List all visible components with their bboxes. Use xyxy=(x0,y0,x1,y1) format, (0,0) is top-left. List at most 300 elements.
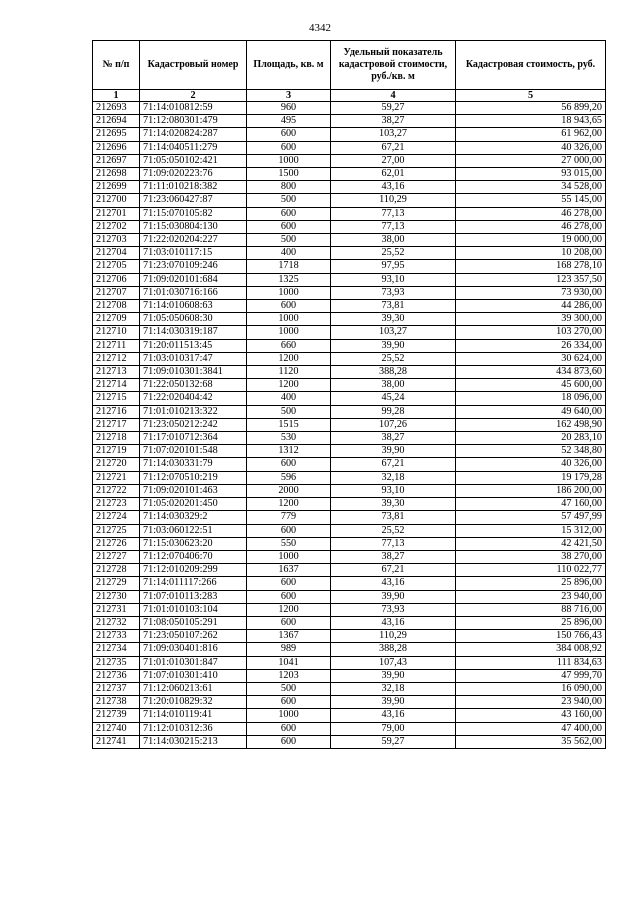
area-cell: 600 xyxy=(247,616,331,629)
unit-value-cell: 73,93 xyxy=(331,603,456,616)
cadastral-number-cell: 71:08:050105:291 xyxy=(140,616,247,629)
table-row xyxy=(93,577,606,590)
cadastral-number-cell: 71:05:020201:450 xyxy=(140,498,247,511)
row-number-cell: 212733 xyxy=(93,630,140,643)
unit-value-cell: 67,21 xyxy=(331,458,456,471)
cadastral-value-cell: 110 022,77 xyxy=(456,564,606,577)
cadastral-number-cell: 71:15:030804:130 xyxy=(140,220,247,233)
row-number-cell: 212711 xyxy=(93,339,140,352)
row-number-cell: 212734 xyxy=(93,643,140,656)
area-cell: 600 xyxy=(247,696,331,709)
area-cell: 600 xyxy=(247,577,331,590)
row-number-cell: 212739 xyxy=(93,709,140,722)
area-cell: 500 xyxy=(247,682,331,695)
row-number-cell: 212705 xyxy=(93,260,140,273)
unit-value-cell: 43,16 xyxy=(331,577,456,590)
cadastral-number-cell: 71:14:010608:63 xyxy=(140,300,247,313)
area-cell: 600 xyxy=(247,128,331,141)
cadastral-number-cell: 71:11:010218:382 xyxy=(140,181,247,194)
row-number-cell: 212714 xyxy=(93,379,140,392)
cadastral-value-cell: 18 096,00 xyxy=(456,392,606,405)
table-row xyxy=(93,471,606,484)
cadastral-value-cell: 57 497,99 xyxy=(456,511,606,524)
unit-value-cell: 38,00 xyxy=(331,234,456,247)
cadastral-number-cell: 71:01:030716:166 xyxy=(140,286,247,299)
area-cell: 600 xyxy=(247,300,331,313)
cadastral-value-cell: 55 145,00 xyxy=(456,194,606,207)
cadastral-value-cell: 434 873,60 xyxy=(456,366,606,379)
cadastral-value-cell: 88 716,00 xyxy=(456,603,606,616)
cadastral-number-cell: 71:12:060213:61 xyxy=(140,682,247,695)
table-row xyxy=(93,366,606,379)
table-row xyxy=(93,498,606,511)
cadastral-number-cell: 71:14:040511:279 xyxy=(140,141,247,154)
unit-value-cell: 32,18 xyxy=(331,471,456,484)
area-cell: 1500 xyxy=(247,168,331,181)
table-row xyxy=(93,537,606,550)
cadastral-number-cell: 71:22:020204:227 xyxy=(140,234,247,247)
unit-value-cell: 39,90 xyxy=(331,669,456,682)
row-number-cell: 212715 xyxy=(93,392,140,405)
area-cell: 400 xyxy=(247,247,331,260)
table-row xyxy=(93,286,606,299)
cadastral-value-cell: 19 179,28 xyxy=(456,471,606,484)
table-row xyxy=(93,643,606,656)
table-row xyxy=(93,669,606,682)
row-number-cell: 212693 xyxy=(93,102,140,115)
unit-value-cell: 107,26 xyxy=(331,418,456,431)
cadastral-value-cell: 23 940,00 xyxy=(456,696,606,709)
cadastral-value-cell: 15 312,00 xyxy=(456,524,606,537)
page-number: 4342 xyxy=(309,22,331,34)
cadastral-number-cell: 71:09:020223:76 xyxy=(140,168,247,181)
area-cell: 1200 xyxy=(247,352,331,365)
area-cell: 660 xyxy=(247,339,331,352)
table-header-row xyxy=(93,41,606,90)
cadastral-value-cell: 46 278,00 xyxy=(456,220,606,233)
area-cell: 1000 xyxy=(247,326,331,339)
unit-value-cell: 67,21 xyxy=(331,141,456,154)
cadastral-value-cell: 103 270,00 xyxy=(456,326,606,339)
cadastral-value-cell: 123 357,50 xyxy=(456,273,606,286)
table-row xyxy=(93,656,606,669)
column-number: 2 xyxy=(140,90,247,102)
area-cell: 779 xyxy=(247,511,331,524)
cadastral-number-cell: 71:23:050107:262 xyxy=(140,630,247,643)
row-number-cell: 212727 xyxy=(93,550,140,563)
cadastral-value-cell: 162 498,90 xyxy=(456,418,606,431)
table-row xyxy=(93,616,606,629)
header-area: Площадь, кв. м xyxy=(247,41,331,90)
table-row xyxy=(93,524,606,537)
table-row xyxy=(93,115,606,128)
unit-value-cell: 39,30 xyxy=(331,313,456,326)
cadastral-number-cell: 71:14:030331:79 xyxy=(140,458,247,471)
cadastral-value-cell: 93 015,00 xyxy=(456,168,606,181)
unit-value-cell: 39,90 xyxy=(331,339,456,352)
area-cell: 960 xyxy=(247,102,331,115)
cadastral-number-cell: 71:22:050132:68 xyxy=(140,379,247,392)
row-number-cell: 212728 xyxy=(93,564,140,577)
unit-value-cell: 73,81 xyxy=(331,300,456,313)
cadastral-value-cell: 49 640,00 xyxy=(456,405,606,418)
cadastral-number-cell: 71:07:020101:548 xyxy=(140,445,247,458)
table-row xyxy=(93,630,606,643)
cadastral-number-cell: 71:09:010301:3841 xyxy=(140,366,247,379)
cadastral-number-cell: 71:03:060122:51 xyxy=(140,524,247,537)
unit-value-cell: 67,21 xyxy=(331,564,456,577)
area-cell: 1200 xyxy=(247,498,331,511)
table-row xyxy=(93,194,606,207)
cadastral-number-cell: 71:23:070109:246 xyxy=(140,260,247,273)
row-number-cell: 212721 xyxy=(93,471,140,484)
row-number-cell: 212737 xyxy=(93,682,140,695)
cadastral-number-cell: 71:07:010113:283 xyxy=(140,590,247,603)
cadastral-value-cell: 26 334,00 xyxy=(456,339,606,352)
cadastral-value-cell: 40 326,00 xyxy=(456,141,606,154)
area-cell: 600 xyxy=(247,735,331,748)
row-number-cell: 212696 xyxy=(93,141,140,154)
cadastral-value-cell: 18 943,65 xyxy=(456,115,606,128)
unit-value-cell: 97,95 xyxy=(331,260,456,273)
cadastral-value-cell: 73 930,00 xyxy=(456,286,606,299)
cadastral-value-cell: 16 090,00 xyxy=(456,682,606,695)
unit-value-cell: 38,27 xyxy=(331,115,456,128)
cadastral-number-cell: 71:12:070510:219 xyxy=(140,471,247,484)
table-row xyxy=(93,603,606,616)
cadastral-value-cell: 47 160,00 xyxy=(456,498,606,511)
table-row xyxy=(93,154,606,167)
area-cell: 1637 xyxy=(247,564,331,577)
area-cell: 530 xyxy=(247,432,331,445)
cadastral-number-cell: 71:01:010301:847 xyxy=(140,656,247,669)
unit-value-cell: 93,10 xyxy=(331,273,456,286)
cadastre-table xyxy=(92,40,606,749)
cadastral-value-cell: 27 000,00 xyxy=(456,154,606,167)
table-row xyxy=(93,128,606,141)
unit-value-cell: 62,01 xyxy=(331,168,456,181)
area-cell: 600 xyxy=(247,524,331,537)
unit-value-cell: 39,30 xyxy=(331,498,456,511)
unit-value-cell: 110,29 xyxy=(331,630,456,643)
unit-value-cell: 25,52 xyxy=(331,524,456,537)
unit-value-cell: 43,16 xyxy=(331,616,456,629)
row-number-cell: 212710 xyxy=(93,326,140,339)
row-number-cell: 212717 xyxy=(93,418,140,431)
unit-value-cell: 99,28 xyxy=(331,405,456,418)
cadastral-value-cell: 61 962,00 xyxy=(456,128,606,141)
table-row xyxy=(93,458,606,471)
table-row xyxy=(93,379,606,392)
row-number-cell: 212732 xyxy=(93,616,140,629)
row-number-cell: 212736 xyxy=(93,669,140,682)
table-row xyxy=(93,339,606,352)
table-row xyxy=(93,484,606,497)
cadastral-value-cell: 38 270,00 xyxy=(456,550,606,563)
cadastral-number-cell: 71:12:010209:299 xyxy=(140,564,247,577)
area-cell: 1367 xyxy=(247,630,331,643)
area-cell: 989 xyxy=(247,643,331,656)
table-row xyxy=(93,260,606,273)
row-number-cell: 212722 xyxy=(93,484,140,497)
table-row xyxy=(93,405,606,418)
row-number-cell: 212725 xyxy=(93,524,140,537)
unit-value-cell: 73,81 xyxy=(331,511,456,524)
area-cell: 1000 xyxy=(247,313,331,326)
area-cell: 1200 xyxy=(247,379,331,392)
unit-value-cell: 110,29 xyxy=(331,194,456,207)
row-number-cell: 212703 xyxy=(93,234,140,247)
row-number-cell: 212695 xyxy=(93,128,140,141)
area-cell: 600 xyxy=(247,590,331,603)
cadastral-number-cell: 71:12:010312:36 xyxy=(140,722,247,735)
unit-value-cell: 45,24 xyxy=(331,392,456,405)
cadastral-number-cell: 71:15:070105:82 xyxy=(140,207,247,220)
area-cell: 500 xyxy=(247,234,331,247)
area-cell: 400 xyxy=(247,392,331,405)
cadastral-number-cell: 71:05:050102:421 xyxy=(140,154,247,167)
table-row xyxy=(93,326,606,339)
area-cell: 800 xyxy=(247,181,331,194)
table-row xyxy=(93,168,606,181)
cadastral-value-cell: 47 400,00 xyxy=(456,722,606,735)
cadastral-value-cell: 30 624,00 xyxy=(456,352,606,365)
unit-value-cell: 107,43 xyxy=(331,656,456,669)
table-row xyxy=(93,352,606,365)
row-number-cell: 212706 xyxy=(93,273,140,286)
row-number-cell: 212700 xyxy=(93,194,140,207)
row-number-cell: 212701 xyxy=(93,207,140,220)
header-cadastral-number: Кадастровый номер xyxy=(140,41,247,90)
cadastral-number-cell: 71:20:011513:45 xyxy=(140,339,247,352)
column-number: 1 xyxy=(93,90,140,102)
row-number-cell: 212704 xyxy=(93,247,140,260)
cadastral-number-cell: 71:12:080301:479 xyxy=(140,115,247,128)
cadastral-value-cell: 35 562,00 xyxy=(456,735,606,748)
row-number-cell: 212724 xyxy=(93,511,140,524)
cadastral-value-cell: 25 896,00 xyxy=(456,577,606,590)
unit-value-cell: 43,16 xyxy=(331,181,456,194)
unit-value-cell: 59,27 xyxy=(331,735,456,748)
cadastral-value-cell: 20 283,10 xyxy=(456,432,606,445)
table-row xyxy=(93,511,606,524)
column-number: 5 xyxy=(456,90,606,102)
table-row xyxy=(93,141,606,154)
cadastral-number-cell: 71:03:010317:47 xyxy=(140,352,247,365)
unit-value-cell: 77,13 xyxy=(331,220,456,233)
table-row xyxy=(93,181,606,194)
unit-value-cell: 43,16 xyxy=(331,709,456,722)
unit-value-cell: 103,27 xyxy=(331,128,456,141)
table-row xyxy=(93,550,606,563)
cadastral-number-cell: 71:14:020824:287 xyxy=(140,128,247,141)
cadastral-number-cell: 71:14:030319:187 xyxy=(140,326,247,339)
header-cadastral-value: Кадастровая стоимость, руб. xyxy=(456,41,606,90)
table-row xyxy=(93,220,606,233)
cadastral-number-cell: 71:22:020404:42 xyxy=(140,392,247,405)
row-number-cell: 212698 xyxy=(93,168,140,181)
table-row xyxy=(93,247,606,260)
area-cell: 1200 xyxy=(247,603,331,616)
table-row xyxy=(93,207,606,220)
unit-value-cell: 38,00 xyxy=(331,379,456,392)
unit-value-cell: 25,52 xyxy=(331,247,456,260)
cadastral-number-cell: 71:20:010829:32 xyxy=(140,696,247,709)
unit-value-cell: 93,10 xyxy=(331,484,456,497)
row-number-cell: 212729 xyxy=(93,577,140,590)
area-cell: 600 xyxy=(247,207,331,220)
column-number: 4 xyxy=(331,90,456,102)
cadastral-number-cell: 71:14:030215:213 xyxy=(140,735,247,748)
row-number-cell: 212702 xyxy=(93,220,140,233)
cadastral-number-cell: 71:07:010301:410 xyxy=(140,669,247,682)
cadastral-value-cell: 168 278,10 xyxy=(456,260,606,273)
cadastral-value-cell: 52 348,80 xyxy=(456,445,606,458)
cadastral-value-cell: 47 999,70 xyxy=(456,669,606,682)
unit-value-cell: 388,28 xyxy=(331,643,456,656)
row-number-cell: 212707 xyxy=(93,286,140,299)
table-row xyxy=(93,102,606,115)
unit-value-cell: 59,27 xyxy=(331,102,456,115)
cadastral-number-cell: 71:09:020101:684 xyxy=(140,273,247,286)
row-number-cell: 212731 xyxy=(93,603,140,616)
area-cell: 596 xyxy=(247,471,331,484)
area-cell: 1718 xyxy=(247,260,331,273)
row-number-cell: 212713 xyxy=(93,366,140,379)
row-number-cell: 212694 xyxy=(93,115,140,128)
unit-value-cell: 73,93 xyxy=(331,286,456,299)
cadastral-value-cell: 384 008,92 xyxy=(456,643,606,656)
cadastral-value-cell: 186 200,00 xyxy=(456,484,606,497)
cadastral-value-cell: 34 528,00 xyxy=(456,181,606,194)
cadastral-value-cell: 56 899,20 xyxy=(456,102,606,115)
table-row xyxy=(93,682,606,695)
header-unit-value: Удельный показатель кадастровой стоимости, руб./кв. м xyxy=(331,41,456,90)
area-cell: 1312 xyxy=(247,445,331,458)
column-number-row xyxy=(93,90,606,102)
row-number-cell: 212730 xyxy=(93,590,140,603)
cadastral-number-cell: 71:14:010812:59 xyxy=(140,102,247,115)
area-cell: 550 xyxy=(247,537,331,550)
cadastral-number-cell: 71:01:010103:104 xyxy=(140,603,247,616)
cadastral-value-cell: 19 000,00 xyxy=(456,234,606,247)
unit-value-cell: 25,52 xyxy=(331,352,456,365)
row-number-cell: 212726 xyxy=(93,537,140,550)
unit-value-cell: 39,90 xyxy=(331,696,456,709)
area-cell: 1000 xyxy=(247,550,331,563)
row-number-cell: 212709 xyxy=(93,313,140,326)
area-cell: 600 xyxy=(247,220,331,233)
cadastral-value-cell: 40 326,00 xyxy=(456,458,606,471)
area-cell: 2000 xyxy=(247,484,331,497)
table-row xyxy=(93,234,606,247)
area-cell: 600 xyxy=(247,458,331,471)
area-cell: 500 xyxy=(247,194,331,207)
table-row xyxy=(93,696,606,709)
unit-value-cell: 79,00 xyxy=(331,722,456,735)
column-number: 3 xyxy=(247,90,331,102)
cadastral-number-cell: 71:23:050212:242 xyxy=(140,418,247,431)
cadastral-number-cell: 71:15:030623:20 xyxy=(140,537,247,550)
area-cell: 495 xyxy=(247,115,331,128)
table-row xyxy=(93,709,606,722)
unit-value-cell: 39,90 xyxy=(331,445,456,458)
cadastral-number-cell: 71:14:010119:41 xyxy=(140,709,247,722)
table-row xyxy=(93,313,606,326)
cadastral-number-cell: 71:12:070406:70 xyxy=(140,550,247,563)
unit-value-cell: 39,90 xyxy=(331,590,456,603)
area-cell: 1515 xyxy=(247,418,331,431)
row-number-cell: 212716 xyxy=(93,405,140,418)
cadastral-value-cell: 46 278,00 xyxy=(456,207,606,220)
table-row xyxy=(93,432,606,445)
row-number-cell: 212723 xyxy=(93,498,140,511)
table-row xyxy=(93,590,606,603)
unit-value-cell: 27,00 xyxy=(331,154,456,167)
row-number-cell: 212741 xyxy=(93,735,140,748)
area-cell: 600 xyxy=(247,722,331,735)
cadastral-number-cell: 71:09:020101:463 xyxy=(140,484,247,497)
row-number-cell: 212697 xyxy=(93,154,140,167)
row-number-cell: 212738 xyxy=(93,696,140,709)
cadastral-value-cell: 111 834,63 xyxy=(456,656,606,669)
table-row xyxy=(93,564,606,577)
row-number-cell: 212719 xyxy=(93,445,140,458)
row-number-cell: 212735 xyxy=(93,656,140,669)
unit-value-cell: 38,27 xyxy=(331,550,456,563)
header-row-number: № п/п xyxy=(93,41,140,90)
row-number-cell: 212720 xyxy=(93,458,140,471)
row-number-cell: 212699 xyxy=(93,181,140,194)
cadastral-value-cell: 25 896,00 xyxy=(456,616,606,629)
area-cell: 1203 xyxy=(247,669,331,682)
cadastral-number-cell: 71:17:010712:364 xyxy=(140,432,247,445)
table-row xyxy=(93,300,606,313)
cadastral-value-cell: 43 160,00 xyxy=(456,709,606,722)
cadastral-value-cell: 45 600,00 xyxy=(456,379,606,392)
cadastral-number-cell: 71:14:030329:2 xyxy=(140,511,247,524)
table-row xyxy=(93,722,606,735)
row-number-cell: 212712 xyxy=(93,352,140,365)
cadastral-value-cell: 42 421,50 xyxy=(456,537,606,550)
area-cell: 1000 xyxy=(247,286,331,299)
table-row xyxy=(93,392,606,405)
cadastral-number-cell: 71:14:011117:266 xyxy=(140,577,247,590)
unit-value-cell: 103,27 xyxy=(331,326,456,339)
table-body xyxy=(93,102,606,749)
row-number-cell: 212708 xyxy=(93,300,140,313)
cadastral-value-cell: 39 300,00 xyxy=(456,313,606,326)
area-cell: 1120 xyxy=(247,366,331,379)
table-row xyxy=(93,273,606,286)
cadastral-value-cell: 44 286,00 xyxy=(456,300,606,313)
area-cell: 1000 xyxy=(247,154,331,167)
table-row xyxy=(93,445,606,458)
cadastral-number-cell: 71:09:030401:816 xyxy=(140,643,247,656)
cadastral-value-cell: 23 940,00 xyxy=(456,590,606,603)
area-cell: 1000 xyxy=(247,709,331,722)
cadastral-number-cell: 71:05:050608:30 xyxy=(140,313,247,326)
unit-value-cell: 38,27 xyxy=(331,432,456,445)
unit-value-cell: 77,13 xyxy=(331,537,456,550)
unit-value-cell: 77,13 xyxy=(331,207,456,220)
row-number-cell: 212718 xyxy=(93,432,140,445)
cadastral-number-cell: 71:23:060427:87 xyxy=(140,194,247,207)
area-cell: 500 xyxy=(247,405,331,418)
cadastral-number-cell: 71:03:010117:15 xyxy=(140,247,247,260)
area-cell: 600 xyxy=(247,141,331,154)
row-number-cell: 212740 xyxy=(93,722,140,735)
